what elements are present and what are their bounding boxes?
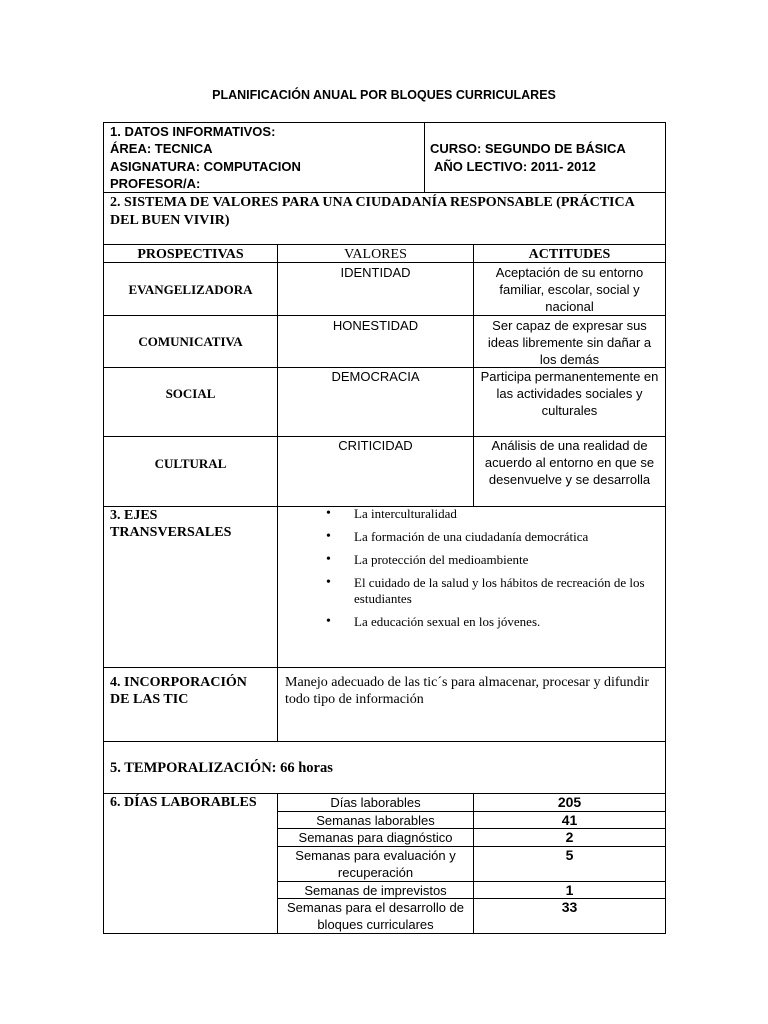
dias-label: Semanas para el desarrollo de bloques curriculares [286, 900, 465, 932]
tic-text [285, 674, 660, 708]
datos-area: ÁREA: TECNICA [110, 141, 213, 156]
list-item: • La formación de una ciudadanía democrática [326, 529, 661, 545]
dias-value: 5 [565, 847, 574, 863]
page-title: PLANIFICACIÓN ANUAL POR BLOQUES CURRICULARES [212, 88, 556, 102]
row-divider [103, 315, 666, 316]
list-item: • La educación sexual en los jóvenes. [326, 614, 661, 630]
dias-label: Semanas de imprevistos [304, 883, 447, 898]
ejes-heading: 3. EJES TRANSVERSALES [110, 508, 232, 540]
list-item: • La interculturalidad [326, 506, 661, 522]
tic-text-b: para almacenar, procesar y difundir todo tipo de información [285, 675, 650, 707]
dias-value: 41 [561, 812, 578, 828]
actitud-cell: Ser capaz de expresar sus ideas libremente sin dañar a los demás [487, 318, 652, 367]
actitud-cell: Análisis de una realidad de acuerdo al entorno en que se desenvuelve y se desarrolla [484, 438, 655, 487]
dias-label: Semanas laborables [316, 813, 435, 828]
dias-heading: 6. DÍAS LABORABLES [110, 795, 257, 810]
datos-curso: CURSO: SEGUNDO DE BÁSICA [430, 141, 626, 156]
header-valores: VALORES [344, 247, 407, 262]
prospectiva-cell: EVANGELIZADORA [128, 282, 253, 297]
valor-cell: HONESTIDAD [332, 318, 419, 333]
tic-heading: 4. INCORPORACIÓN DE LAS TIC [110, 675, 247, 707]
dias-value: 33 [561, 899, 578, 915]
list-item: • La protección del medioambiente [326, 552, 661, 568]
actitud-cell: Aceptación de su entorno familiar, escolar, social y nacional [495, 265, 644, 314]
datos-anio: AÑO LECTIVO: 2011- 2012 [434, 159, 596, 174]
dias-label: Semanas para evaluación y recuperación [295, 848, 456, 880]
temporalizacion-text: 5. TEMPORALIZACIÓN: 66 horas [110, 760, 333, 776]
valor-cell: DEMOCRACIA [331, 369, 420, 384]
actitud-cell: Participa permanentemente en las actividades sociales y culturales [480, 369, 659, 418]
dias-label: Semanas para diagnóstico [298, 830, 453, 845]
col-divider-2 [473, 244, 474, 507]
dias-label: Días laborables [330, 795, 421, 810]
valor-cell: IDENTIDAD [340, 265, 411, 280]
datos-heading: 1. DATOS INFORMATIVOS: [110, 124, 276, 139]
datos-profesor: PROFESOR/A: [110, 176, 201, 191]
dias-value: 2 [565, 829, 574, 845]
header-actitudes: ACTITUDES [528, 247, 611, 262]
prospectiva-cell: COMUNICATIVA [138, 334, 243, 349]
tic-text-a: Manejo adecuado de las tic´s [285, 675, 448, 690]
dias-value: 1 [565, 882, 574, 898]
valor-cell: CRITICIDAD [338, 438, 413, 453]
ejes-list [326, 506, 661, 637]
prospectiva-cell: CULTURAL [154, 456, 227, 471]
dias-value: 205 [557, 794, 582, 810]
list-item: • El cuidado de la salud y los hábitos de recreación de los estudiantes [326, 575, 661, 607]
datos-asignatura: ASIGNATURA: COMPUTACION [110, 159, 301, 174]
valores-heading: 2. SISTEMA DE VALORES PARA UNA CIUDADANÍA RESPONSABLE (PRÁCTICA DEL BUEN VIVIR) [110, 195, 634, 228]
header-prospectivas: PROSPECTIVAS [137, 247, 244, 262]
prospectiva-cell: SOCIAL [165, 386, 216, 401]
